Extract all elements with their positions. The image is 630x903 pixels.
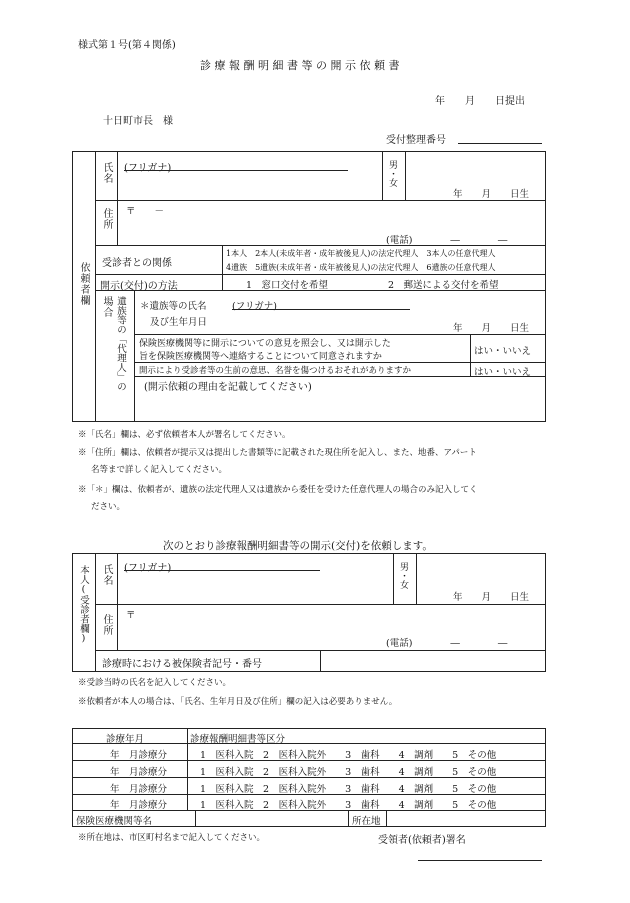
deceased-furigana-label: (フリガナ) xyxy=(232,301,277,312)
signature-field[interactable] xyxy=(418,860,542,861)
insured-number-field[interactable] xyxy=(324,652,542,670)
patient-section-label: 本人(受診者欄) xyxy=(78,565,89,644)
reception-number-field[interactable] xyxy=(458,143,542,144)
patient-birthdate[interactable]: 年 月 日生 xyxy=(453,592,530,603)
request-statement: 次のとおり診療報酬明細書等の開示(交付)を依頼します。 xyxy=(163,540,433,552)
record-kinds[interactable]: 1 医科入院 2 医科入院外 3 歯科 4 調剤 5 その他 xyxy=(200,784,497,795)
question-1-answer[interactable]: はい・いいえ xyxy=(474,346,532,357)
requester-furigana-label: (フリガナ) xyxy=(124,163,172,174)
proxy-case-label: 場合 xyxy=(101,296,112,318)
deceased-birthdate[interactable]: 年 月 日生 xyxy=(453,323,530,334)
deceased-name-field[interactable] xyxy=(232,309,410,310)
requester-section-label: 依頼者欄 xyxy=(78,262,89,306)
requester-birthdate[interactable]: 年 月 日生 xyxy=(453,189,530,200)
location-label: 所在地 xyxy=(352,816,381,827)
facility-field[interactable] xyxy=(198,811,346,825)
page-title: 診 療 報 酬 明 細 書 等 の 開 示 依 頼 書 xyxy=(200,59,400,72)
record-month[interactable]: 年 月診療分 xyxy=(110,767,168,778)
requester-name-label: 氏名 xyxy=(101,162,112,184)
relation-options-2[interactable]: 4遺族 5遺族(未成年者・成年被後見人)の法定代理人 6遺族の任意代理人 xyxy=(226,263,496,272)
patient-note-1: ※受診当時の氏名を記入してください。 xyxy=(78,678,232,688)
signature-label: 受領者(依頼者)署名 xyxy=(378,835,466,846)
form-number: 様式第１号(第４関係) xyxy=(78,40,176,51)
patient-furigana-label: (フリガナ) xyxy=(124,563,172,574)
records-col-type: 診療報酬明細書等区分 xyxy=(190,734,286,745)
submission-date[interactable]: 年 月 日提出 xyxy=(435,96,525,107)
record-kinds[interactable]: 1 医科入院 2 医科入院外 3 歯科 4 調剤 5 その他 xyxy=(200,750,497,761)
record-month[interactable]: 年 月診療分 xyxy=(110,784,168,795)
reason-label: (開示依頼の理由を記載してください) xyxy=(144,382,312,393)
patient-address-label: 住所 xyxy=(101,614,112,636)
patient-gender[interactable]: 男・女 xyxy=(398,562,408,589)
record-kinds[interactable]: 1 医科入院 2 医科入院外 3 歯科 4 調剤 5 その他 xyxy=(200,800,497,811)
relation-label: 受診者との関係 xyxy=(102,258,172,269)
question-1-line1: 保険医療機関等に開示についての意見を照会し、又は開示した xyxy=(139,339,391,349)
question-2: 開示により受診者等の生前の意思、名誉を傷つけるおそれがありますか xyxy=(139,366,412,376)
method-label: 開示(交付)の方法 xyxy=(100,281,178,292)
record-month[interactable]: 年 月診療分 xyxy=(110,800,168,811)
deceased-name-label: ＊遺族等の氏名 xyxy=(140,301,207,312)
method-window[interactable]: 1 窓口交付を希望 xyxy=(246,280,329,291)
relation-options-1[interactable]: 1本人 2本人(未成年者・成年被後見人)の法定代理人 3本人の任意代理人 xyxy=(226,249,496,258)
footer-note: ※所在地は、市区町村名まで記入してください。 xyxy=(78,833,266,843)
requester-postal[interactable]: 〒 － xyxy=(126,206,165,217)
reception-number-label: 受付整理番号 xyxy=(386,135,446,146)
patient-name-label: 氏名 xyxy=(101,564,112,586)
patient-phone[interactable]: (電話) ― ― xyxy=(386,638,508,649)
patient-postal[interactable]: 〒 xyxy=(126,610,136,621)
patient-note-2: ※依頼者が本人の場合は、「氏名、生年月日及び住所」欄の記入は必要ありません。 xyxy=(78,697,398,707)
location-field[interactable] xyxy=(389,811,543,825)
requester-address-label: 住所 xyxy=(101,208,112,230)
insured-number-label: 診療時における被保険者記号・番号 xyxy=(102,659,262,670)
method-mail[interactable]: 2 郵送による交付を希望 xyxy=(388,280,499,291)
note-address-1: ※「住所」欄は、依頼者が提示又は提出した書類等に記載された現住所を記入し、また、地番、アパート xyxy=(78,448,477,458)
note-address-2: 名等まで詳しく記入してください。 xyxy=(91,465,228,475)
deceased-birth-label: 及び生年月日 xyxy=(150,317,208,328)
note-asterisk-2: ださい。 xyxy=(91,502,126,512)
reason-field[interactable] xyxy=(140,392,540,418)
requester-furigana-field[interactable] xyxy=(124,170,348,171)
note-asterisk-1: ※「＊」欄は、依頼者が、遺族の法定代理人又は遺族から委任を受けた任意代理人の場合のみ記入してく xyxy=(78,485,478,495)
requester-gender[interactable]: 男・女 xyxy=(387,160,397,187)
recipient: 十日町市長 様 xyxy=(103,116,173,127)
facility-label: 保険医療機関等名 xyxy=(76,816,153,827)
records-col-month: 診療年月 xyxy=(106,734,145,745)
question-2-answer[interactable]: はい・いいえ xyxy=(474,367,532,378)
patient-furigana-field[interactable] xyxy=(124,570,320,571)
proxy-side-label: 遺族等の「代理人」の xyxy=(115,296,126,391)
question-1-line2: 旨を保険医療機関等へ連絡することについて同意されますか xyxy=(139,352,382,362)
note-name: ※「氏名」欄は、必ず依頼者本人が署名してください。 xyxy=(78,430,291,440)
requester-phone[interactable]: (電話) ― ― xyxy=(386,235,508,246)
record-kinds[interactable]: 1 医科入院 2 医科入院外 3 歯科 4 調剤 5 その他 xyxy=(200,767,497,778)
record-month[interactable]: 年 月診療分 xyxy=(110,750,168,761)
